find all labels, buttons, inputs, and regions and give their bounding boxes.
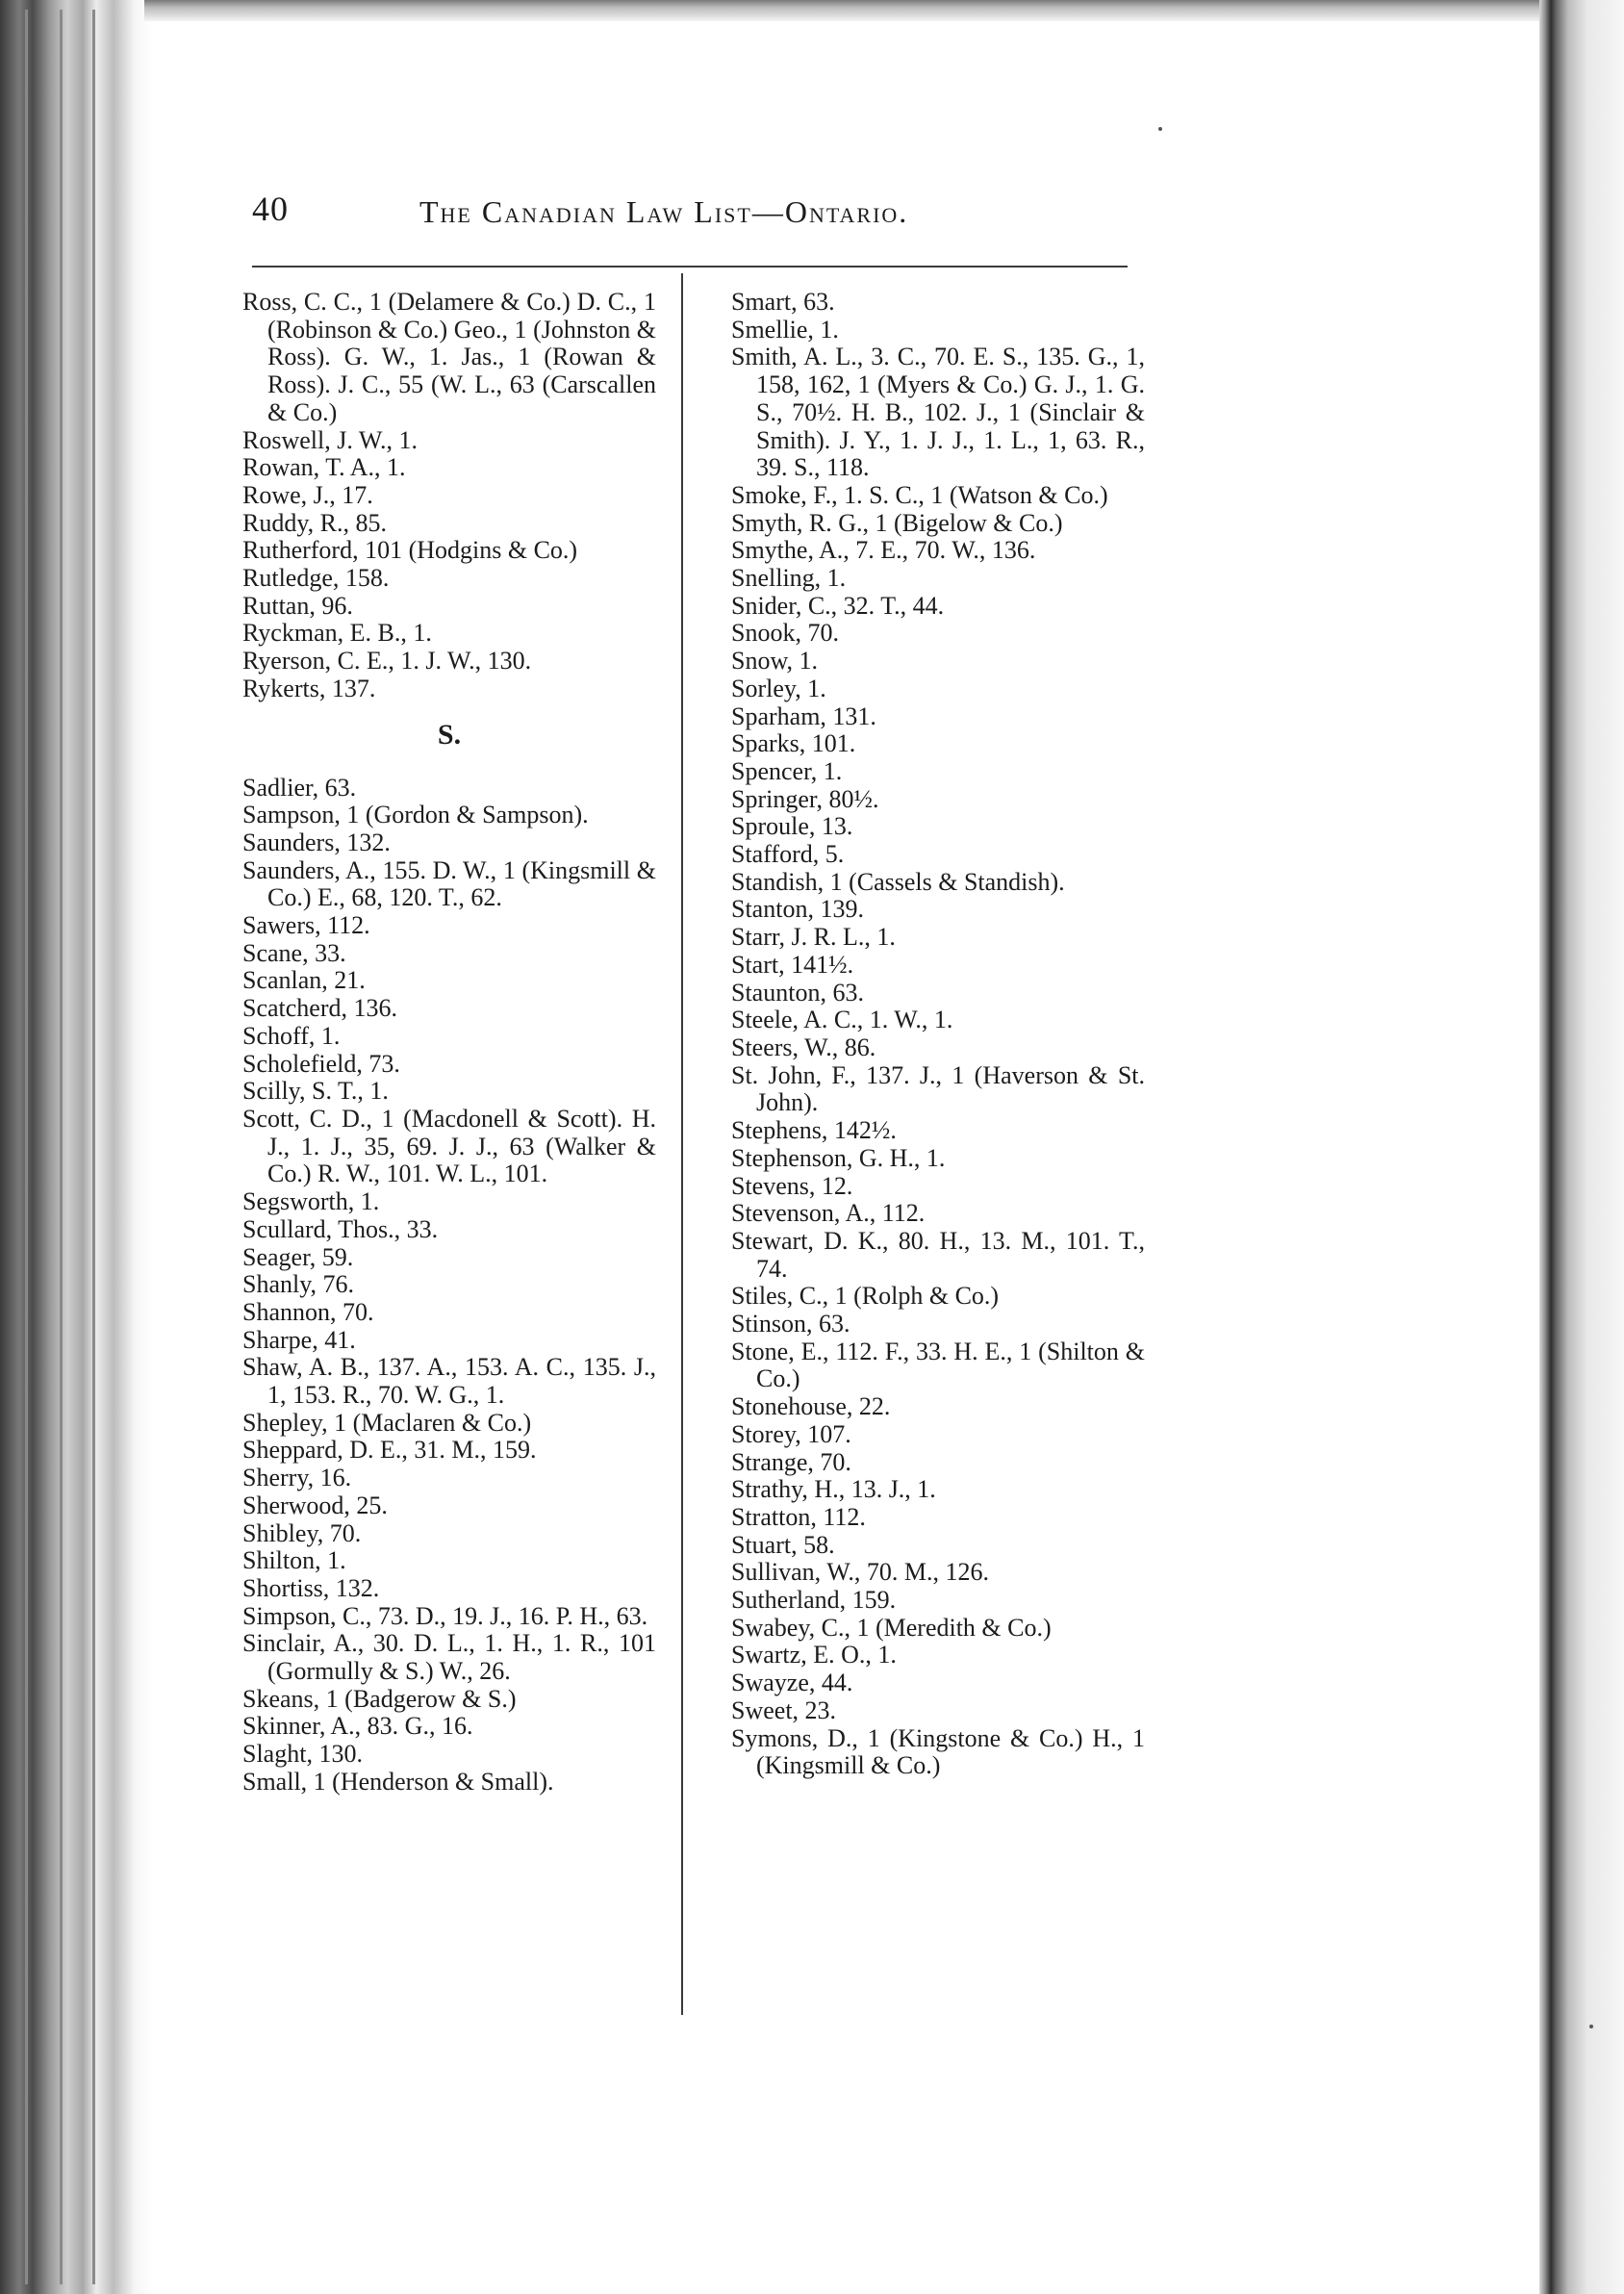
list-item: Smythe, A., 7. E., 70. W., 136. xyxy=(731,536,1036,565)
list-item: Snider, C., 32. T., 44. xyxy=(731,591,945,620)
list-item: Sheppard, D. E., 31. M., 159. xyxy=(242,1436,537,1465)
list-item: Saunders, 132. xyxy=(242,828,391,856)
list-item: Shanly, 76. xyxy=(242,1270,355,1299)
list-item: Strange, 70. xyxy=(731,1447,851,1476)
list-item: Smart, 63. xyxy=(731,288,835,316)
list-item: St. John, F., 137. J., 1 (Haverson & St. John). xyxy=(731,1060,1145,1117)
list-item: Scholefield, 73. xyxy=(242,1049,400,1078)
entry-list xyxy=(242,775,656,1797)
list-item: Sherry, 16. xyxy=(242,1464,352,1492)
list-item: Steele, A. C., 1. W., 1. xyxy=(731,1006,953,1034)
list-item: Shortiss, 132. xyxy=(242,1573,380,1602)
list-item: Small, 1 (Henderson & Small). xyxy=(242,1767,554,1796)
entry-list xyxy=(731,289,1145,1780)
list-item: Rykerts, 137. xyxy=(242,674,376,702)
list-item: Slaght, 130. xyxy=(242,1740,363,1769)
list-item: Ruttan, 96. xyxy=(242,591,353,620)
list-item: Starr, J. R. L., 1. xyxy=(731,923,896,952)
list-item: Sutherland, 159. xyxy=(731,1586,897,1615)
list-item: Strathy, H., 13. J., 1. xyxy=(731,1475,936,1504)
list-item: Steers, W., 86. xyxy=(731,1032,876,1061)
list-item: Snow, 1. xyxy=(731,647,819,675)
list-item: Scane, 33. xyxy=(242,938,346,967)
binding-edge xyxy=(60,10,63,2284)
list-item: Scott, C. D., 1 (Macdonell & Scott). H. J., 1. J., 35, 69. J. J., 63 (Walker & Co.) R. W., 101. W. L., 101. xyxy=(242,1104,656,1188)
list-item: Snelling, 1. xyxy=(731,564,847,593)
book-spine xyxy=(0,0,154,2294)
list-item: Staunton, 63. xyxy=(731,978,864,1007)
list-item: Sharpe, 41. xyxy=(242,1325,356,1354)
list-item: Swartz, E. O., 1. xyxy=(731,1641,897,1670)
list-item: Rutledge, 158. xyxy=(242,564,390,593)
entry-list xyxy=(242,289,656,703)
list-item: Rowan, T. A., 1. xyxy=(242,453,406,482)
list-item: Sadlier, 63. xyxy=(242,773,357,802)
list-item: Ryerson, C. E., 1. J. W., 130. xyxy=(242,647,532,675)
list-item: Start, 141½. xyxy=(731,950,854,979)
list-item: Sullivan, W., 70. M., 126. xyxy=(731,1558,989,1587)
list-item: Spencer, 1. xyxy=(731,756,843,785)
list-item: Sawers, 112. xyxy=(242,911,370,940)
list-item: Rutherford, 101 (Hodgins & Co.) xyxy=(242,536,578,565)
left-column xyxy=(242,289,656,1797)
list-item: Skeans, 1 (Badgerow & S.) xyxy=(242,1684,517,1713)
right-column xyxy=(731,289,1145,1780)
list-item: Sherwood, 25. xyxy=(242,1491,388,1519)
list-item: Stephens, 142½. xyxy=(731,1116,897,1145)
list-item: Shilton, 1. xyxy=(242,1546,346,1575)
list-item: Stanton, 139. xyxy=(731,895,864,924)
list-item: Stiles, C., 1 (Rolph & Co.) xyxy=(731,1282,1000,1311)
list-item: Springer, 80½. xyxy=(731,784,879,813)
list-item: Stevenson, A., 112. xyxy=(731,1199,926,1228)
header-rule xyxy=(252,266,1128,268)
list-item: Seager, 59. xyxy=(242,1242,354,1271)
list-item: Stephenson, G. H., 1. xyxy=(731,1143,946,1172)
list-item: Rowe, J., 17. xyxy=(242,480,373,509)
list-item: Stuart, 58. xyxy=(731,1530,835,1559)
list-item: Smellie, 1. xyxy=(731,315,839,344)
list-item: Sparham, 131. xyxy=(731,701,876,730)
list-item: Stewart, D. K., 80. H., 13. M., 101. T., 74. xyxy=(731,1226,1145,1283)
list-item: Scilly, S. T., 1. xyxy=(242,1077,389,1106)
list-item: Shaw, A. B., 137. A., 153. A. C., 135. J., 1, 153. R., 70. W. G., 1. xyxy=(242,1353,656,1410)
list-item: Ross, C. C., 1 (Delamere & Co.) D. C., 1 (Robinson & Co.) Geo., 1 (Johnston & Ross). G. W., 1. Jas., 1 (Rowan & Ross). J. C., 55 (W. L., 63 (Carscallen & Co.) xyxy=(242,288,656,426)
list-item: Segsworth, 1. xyxy=(242,1187,380,1216)
list-item: Symons, D., 1 (Kingstone & Co.) H., 1 (Kingsmill & Co.) xyxy=(731,1723,1145,1780)
list-item: Storey, 107. xyxy=(731,1419,851,1448)
binding-edge xyxy=(92,10,95,2284)
running-head: The Canadian Law List—Ontario. xyxy=(419,194,909,229)
list-item: Scatcherd, 136. xyxy=(242,994,398,1023)
column-divider xyxy=(681,273,683,2015)
list-item: Simpson, C., 73. D., 19. J., 16. P. H., 63. xyxy=(242,1601,648,1630)
list-item: Shibley, 70. xyxy=(242,1518,362,1547)
binding-edge xyxy=(25,10,28,2284)
list-item: Swayze, 44. xyxy=(731,1669,853,1697)
list-item: Schoff, 1. xyxy=(242,1021,341,1050)
list-item: Sinclair, A., 30. D. L., 1. H., 1. R., 101 (Gormully & S.) W., 26. xyxy=(242,1629,656,1686)
list-item: Shannon, 70. xyxy=(242,1297,374,1326)
list-item: Stinson, 63. xyxy=(731,1310,850,1338)
list-item: Stone, E., 112. F., 33. H. E., 1 (Shilton & Co.) xyxy=(731,1337,1145,1393)
list-item: Standish, 1 (Cassels & Standish). xyxy=(731,867,1065,896)
list-item: Smyth, R. G., 1 (Bigelow & Co.) xyxy=(731,508,1063,537)
list-item: Stratton, 112. xyxy=(731,1502,866,1531)
list-item: Ruddy, R., 85. xyxy=(242,508,387,537)
list-item: Stafford, 5. xyxy=(731,840,845,869)
adjacent-page-edge xyxy=(1539,0,1624,2294)
page-top-edge xyxy=(144,0,1539,21)
page-number: 40 xyxy=(252,190,289,228)
list-item: Roswell, J. W., 1. xyxy=(242,425,419,454)
list-item: Smoke, F., 1. S. C., 1 (Watson & Co.) xyxy=(731,480,1108,509)
list-item: Skinner, A., 83. G., 16. xyxy=(242,1712,473,1741)
list-item: Saunders, A., 155. D. W., 1 (Kingsmill & Co.) E., 68, 120. T., 62. xyxy=(242,855,656,912)
list-item: Sampson, 1 (Gordon & Sampson). xyxy=(242,801,589,829)
list-item: Sparks, 101. xyxy=(731,729,856,758)
paper-speck xyxy=(1589,2025,1593,2028)
list-item: Snook, 70. xyxy=(731,619,839,648)
list-item: Sproule, 13. xyxy=(731,812,853,841)
list-item: Stevens, 12. xyxy=(731,1171,853,1200)
list-item: Scanlan, 21. xyxy=(242,966,366,995)
list-item: Sorley, 1. xyxy=(731,674,826,702)
list-item: Swabey, C., 1 (Meredith & Co.) xyxy=(731,1613,1052,1642)
list-item: Smith, A. L., 3. C., 70. E. S., 135. G., 1, 158, 162, 1 (Myers & Co.) G. J., 1. G. S., 70½. H. B., 102. J., 1 (Sinclair & Smith). J. Y., 1. J. J., 1. L., 1, 63. R., 39. S., 118. xyxy=(731,343,1145,482)
list-item: Stonehouse, 22. xyxy=(731,1392,891,1421)
list-item: Scullard, Thos., 33. xyxy=(242,1214,439,1243)
list-item: Shepley, 1 (Maclaren & Co.) xyxy=(242,1408,532,1437)
list-item: Ryckman, E. B., 1. xyxy=(242,619,432,648)
list-item: Sweet, 23. xyxy=(731,1695,837,1724)
section-letter: S. xyxy=(437,718,462,751)
paper-speck xyxy=(1158,127,1162,131)
